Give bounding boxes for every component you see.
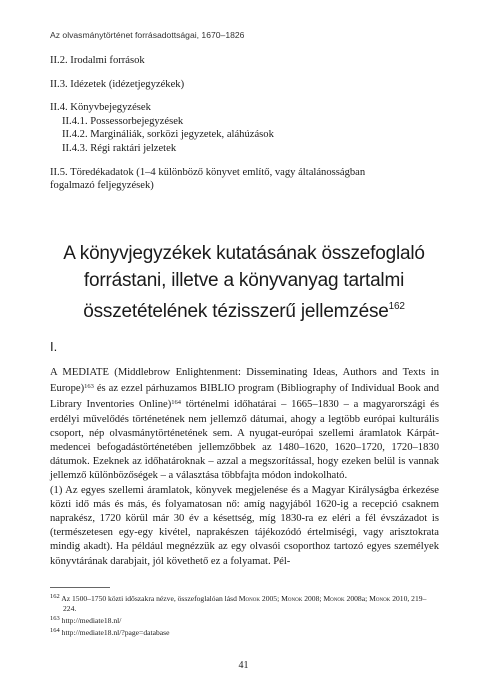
toc-subitem: II.4.2. Margináliák, sorközi jegyzetek, aláhúzások xyxy=(62,129,274,141)
footnote-divider xyxy=(50,587,110,588)
footnote-link[interactable]: http://mediate18.nl/?page=database xyxy=(61,628,170,637)
text-run: 2010, 219–224. xyxy=(63,594,427,613)
title-line: forrástani, illetve a könyvanyag tartalmi xyxy=(83,269,405,291)
author-name: Monok xyxy=(323,594,345,603)
toc-item: II.4. Könyvbejegyzések xyxy=(50,102,151,114)
section-number: I. xyxy=(50,339,58,354)
footnote-ref: 163 xyxy=(84,383,94,391)
footnote-number: 164 xyxy=(50,627,60,634)
author-name: Monok xyxy=(281,594,303,603)
text-run: A MEDIATE (Middlebrow Enlightenment: Disseminating Ideas, Authors and Texts in Europe) xyxy=(50,367,439,395)
chapter-title xyxy=(48,241,440,326)
table-of-contents xyxy=(50,54,450,203)
page-number: 41 xyxy=(238,660,249,671)
footnote-link[interactable]: http://mediate18.nl/ xyxy=(61,616,122,625)
title-line: összetételének tézisszerű jellemzése xyxy=(83,301,389,322)
footnote-ref: 162 xyxy=(388,301,405,312)
footnotes xyxy=(50,592,439,638)
toc-subitem: II.4.1. Possessorbejegyzések xyxy=(62,115,184,127)
text-run: 2008; xyxy=(302,594,324,603)
footnote xyxy=(50,614,439,626)
paragraph xyxy=(50,366,439,484)
toc-item: II.5. Töredékadatok (1–4 különböző könyvet említő, vagy általánosságban xyxy=(50,166,366,178)
body-text xyxy=(50,366,439,569)
toc-item: II.2. Irodalmi források xyxy=(50,55,145,66)
toc-subitem: II.4.3. Régi raktári jelzetek xyxy=(62,142,177,154)
text-run: és az ezzel párhuzamos BIBLIO program (Bibliography of Individual Book and Library Inventories Online) xyxy=(50,383,439,411)
toc-item-continued: fogalmazó feljegyzések) xyxy=(50,180,154,192)
toc-group xyxy=(50,166,450,193)
text-run: történelmi időhatárai – 1665–1830 – a magyarországi és erdélyi művelődés történetének nem jellemző dátumai, ahogy a legtöbb európai kulturális csoport, nép olvasmánytörténetének sem. A nyugat-európai szellemi áramlatok Kárpát-medencei befogadástörténetében jellemzőbbek az 1480–1620, 1620–1720, 1720–1830 dátumok. Ezeknek az időhatároknak – azzal a megszorítással, hogy ezeken belül is vannak jellemző különbözőségek – a választása többfajta módon indokolható. xyxy=(50,399,439,482)
author-name: Monok xyxy=(369,594,391,603)
text-run: Az 1500–1750 közti időszakra nézve, összefoglalóan lásd xyxy=(61,594,239,603)
footnote xyxy=(50,626,439,638)
text-run: 2008a; xyxy=(344,594,370,603)
footnote-number: 162 xyxy=(50,593,60,600)
running-header: Az olvasmánytörténet forrásadottságai, 1670–1826 xyxy=(50,30,245,40)
toc-item: II.3. Idézetek (idézetjegyzékek) xyxy=(50,78,185,90)
footnote xyxy=(50,592,439,614)
title-line: A könyvjegyzékek kutatásának összefoglaló xyxy=(63,243,425,264)
paragraph: (1) Az egyes szellemi áramlatok, könyvek megjelenése és a Magyar Királyságba érkezése közti idő más és más, és folyamatosan nő: amíg nagyjából 1620-ig a recepció csaknem naprakész, 1720 körül már 30 év a késettség, míg 1830-ra ez eléri a fél évszázadot is (természetesen egy-egy kivétel, naprakészen tájékozódó értelmiségi, vagy arisztokrata mindig akadt). Ha például megnézzük az egy olvasói csoporthoz tartozó egyes személyek könyvtárának darabjait, jól követhető ez a folyamat. Pél- xyxy=(50,484,439,567)
toc-group xyxy=(50,101,450,155)
text-run: 2005; xyxy=(260,594,282,603)
footnote-ref: 164 xyxy=(171,399,182,407)
author-name: Monok xyxy=(238,594,260,603)
footnote-number: 163 xyxy=(50,615,60,622)
